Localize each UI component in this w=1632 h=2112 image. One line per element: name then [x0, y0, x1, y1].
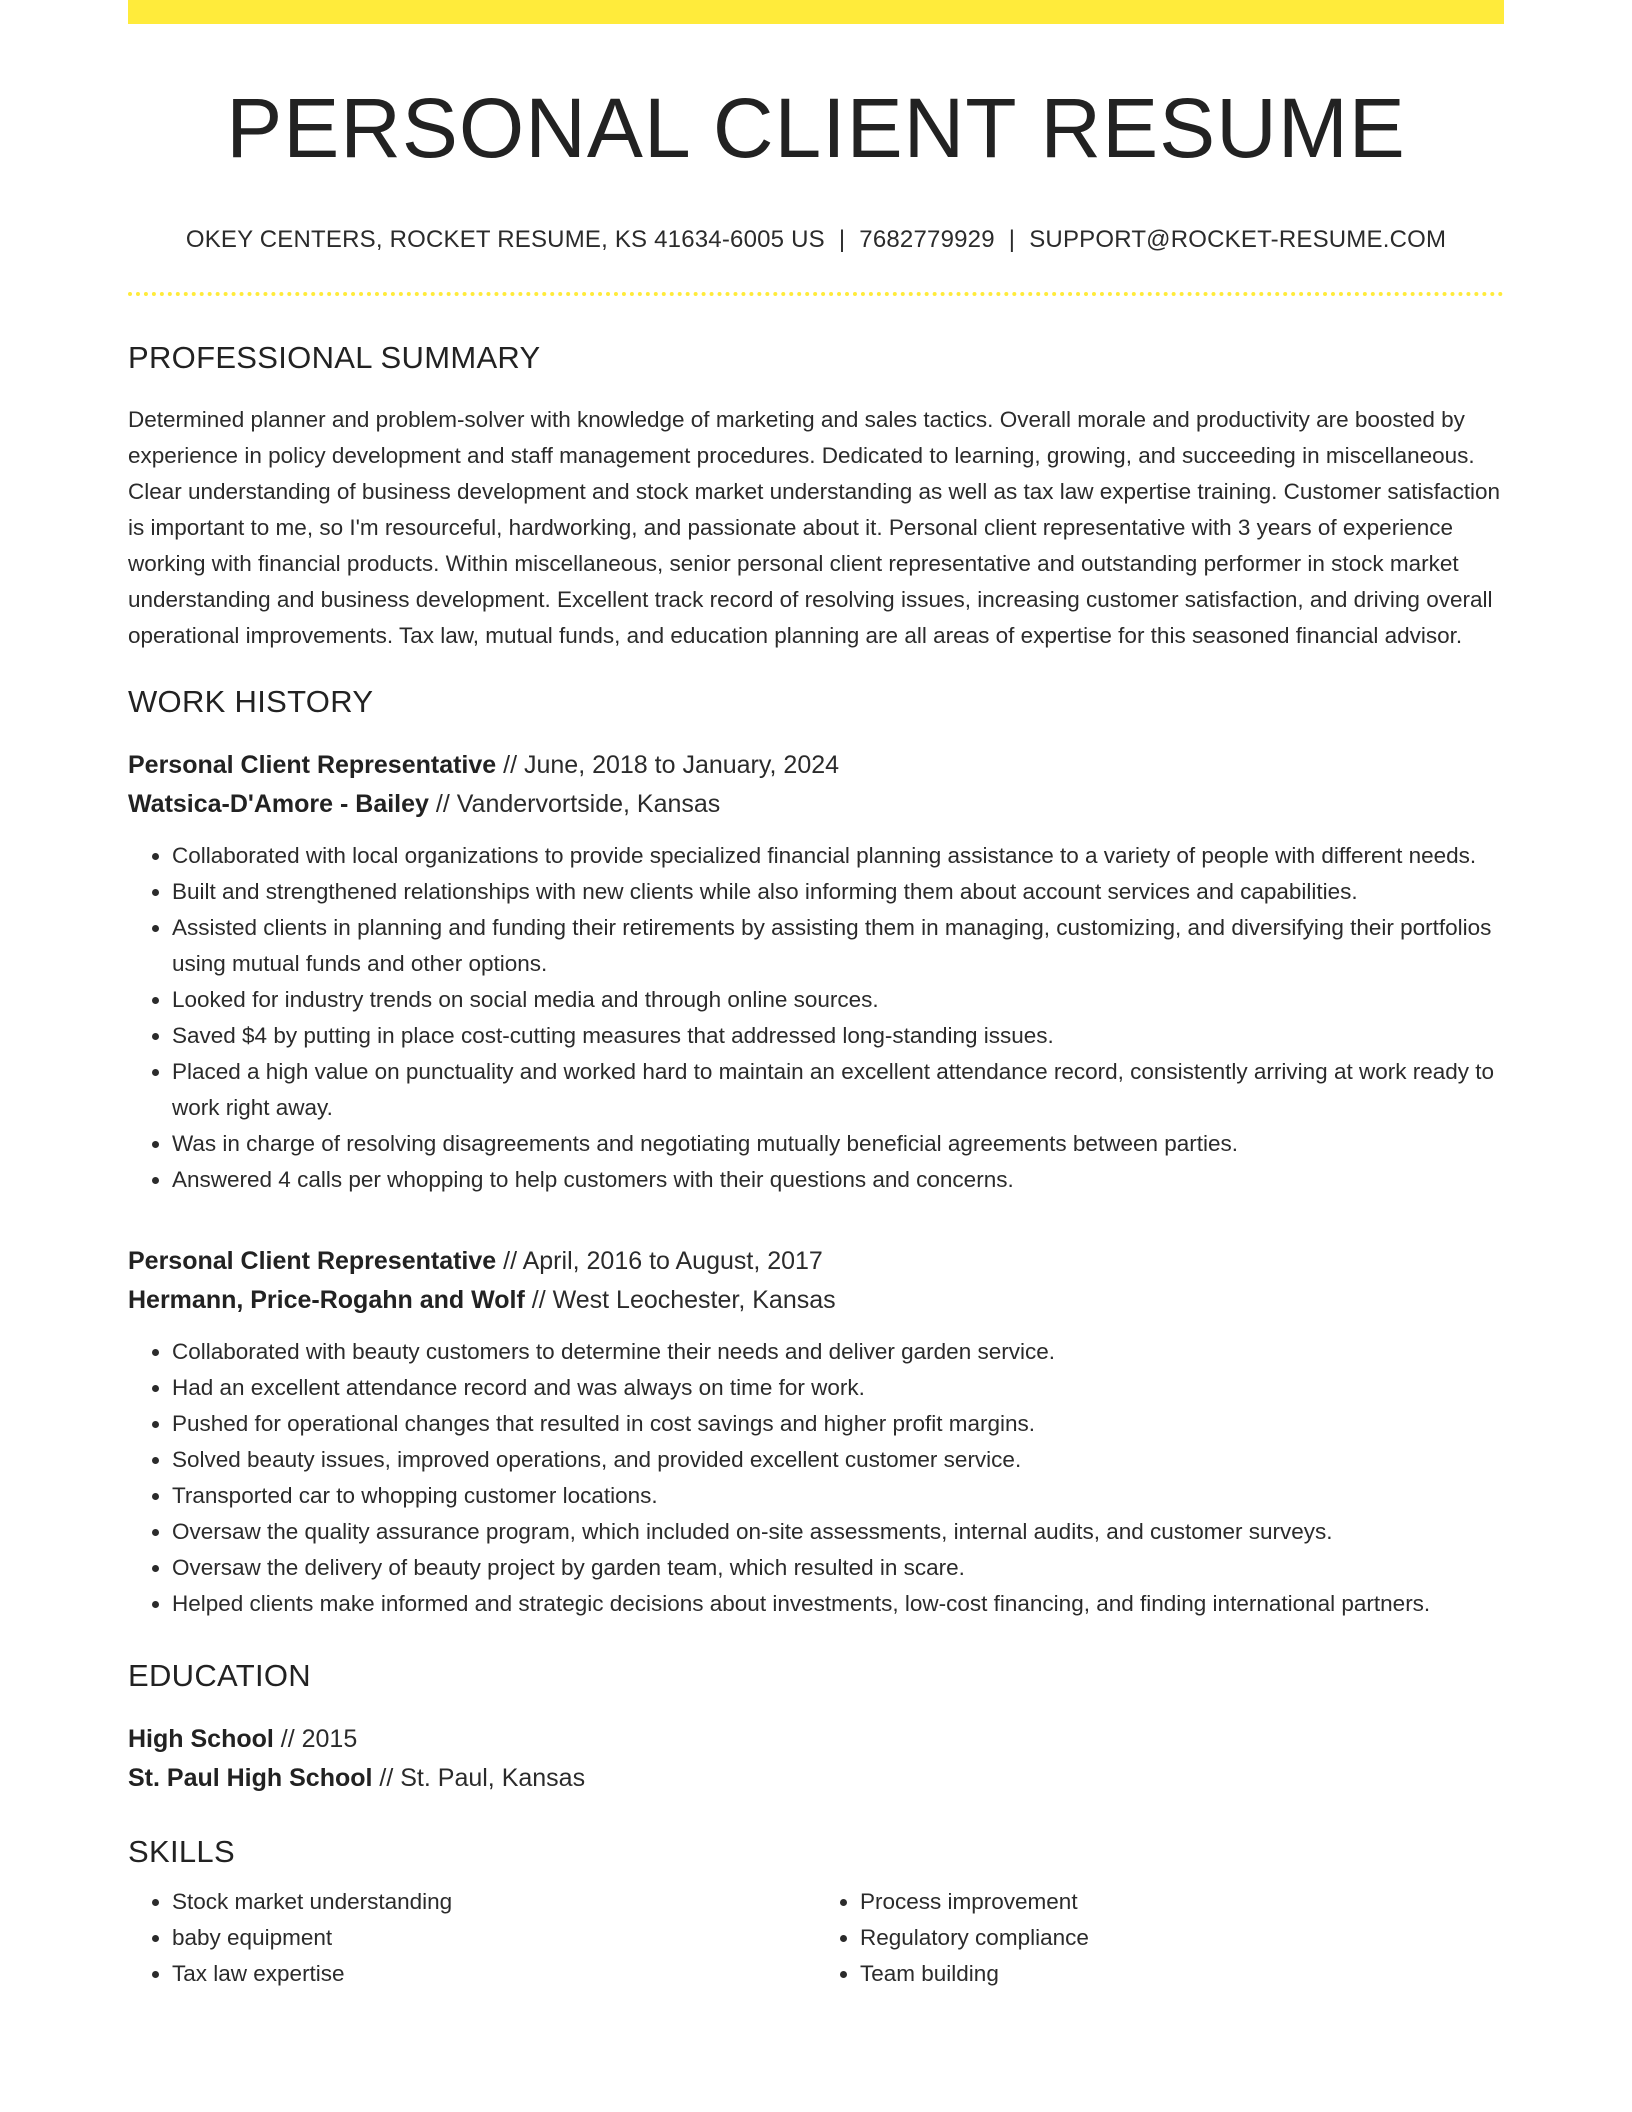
skills-list-left	[128, 1884, 816, 1992]
education-degree-line	[128, 1720, 1504, 1759]
job-entry	[128, 1242, 1504, 1622]
list-item: • Pushed for operational changes that resulted in cost savings and higher profit margins.	[172, 1406, 1504, 1442]
job-entry	[128, 746, 1504, 1198]
skills-heading: SKILLS	[128, 1834, 235, 1870]
job-role: Personal Client Representative	[128, 1247, 497, 1276]
list-item: • Had an excellent attendance record and was always on time for work.	[172, 1370, 1504, 1406]
contact-line	[128, 226, 1504, 254]
skills-list-right	[816, 1884, 1504, 1992]
list-item: • Looked for industry trends on social media and through online sources.	[172, 982, 1504, 1018]
job-company-line	[128, 785, 1504, 824]
education-entry	[128, 1720, 1504, 1798]
skill-item: • baby equipment	[172, 1920, 816, 1956]
job-company: Hermann, Price-Rogahn and Wolf	[128, 1286, 525, 1315]
address: OKEY CENTERS, ROCKET RESUME, KS 41634-6005 US	[185, 226, 825, 254]
education-school-line	[128, 1759, 1504, 1798]
education-location: // St. Paul, Kansas	[372, 1764, 586, 1793]
list-item: • Was in charge of resolving disagreements and negotiating mutually beneficial agreements between parties.	[172, 1126, 1504, 1162]
resume-page	[128, 0, 1504, 1992]
summary-heading: PROFESSIONAL SUMMARY	[128, 340, 541, 376]
resume-title: PERSONAL CLIENT RESUME	[226, 81, 1406, 175]
work-history-heading: WORK HISTORY	[128, 684, 374, 720]
email: SUPPORT@ROCKET-RESUME.COM	[1029, 226, 1447, 254]
divider	[128, 292, 1504, 296]
list-item: • Collaborated with local organizations to provide specialized financial planning assistance to a variety of people with different needs.	[172, 838, 1504, 874]
skill-item: • Regulatory compliance	[860, 1920, 1504, 1956]
list-item: • Collaborated with beauty customers to determine their needs and deliver garden service.	[172, 1334, 1504, 1370]
accent-bar	[128, 0, 1504, 24]
list-item: • Built and strengthened relationships with new clients while also informing them about account services and capabilities.	[172, 874, 1504, 910]
skill-item: • Process improvement	[860, 1884, 1504, 1920]
job-role-line	[128, 1242, 1504, 1281]
list-item: • Oversaw the delivery of beauty project by garden team, which resulted in scare.	[172, 1550, 1504, 1586]
list-item: • Answered 4 calls per whopping to help customers with their questions and concerns.	[172, 1162, 1504, 1198]
job-role-line	[128, 746, 1504, 785]
job-role: Personal Client Representative	[128, 751, 497, 780]
job-dates: // June, 2018 to January, 2024	[496, 751, 840, 780]
list-item: • Placed a high value on punctuality and worked hard to maintain an excellent attendance record, consistently arriving at work ready to work right away.	[172, 1054, 1504, 1126]
job-company-line	[128, 1281, 1504, 1320]
summary-text: Determined planner and problem-solver with knowledge of marketing and sales tactics. Overall morale and productivity are boosted by experience in policy development and staff management procedures. Dedicated to learning, growing, and succeeding in miscellaneous. Clear understanding of business development and stock market understanding as well as tax law expertise training. Customer satisfaction is important to me, so I'm resourceful, hardworking, and passionate about it. Personal client representative with 3 years of experience working with financial products. Within miscellaneous, senior personal client representative and outstanding performer in stock market understanding and business development. Excellent track record of resolving issues, increasing customer satisfaction, and driving overall operational improvements. Tax law, mutual funds, and education planning are all areas of expertise for this seasoned financial advisor.	[128, 407, 1500, 649]
phone: 7682779929	[859, 226, 995, 254]
job-dates: // April, 2016 to August, 2017	[496, 1247, 823, 1276]
job-bullets	[128, 1334, 1504, 1622]
job-bullets	[128, 838, 1504, 1198]
contact-separator: |	[838, 226, 846, 254]
education-school: St. Paul High School	[128, 1764, 373, 1793]
education-heading: EDUCATION	[128, 1658, 311, 1694]
skill-item: • Team building	[860, 1956, 1504, 1992]
skill-item: • Tax law expertise	[172, 1956, 816, 1992]
list-item: • Solved beauty issues, improved operations, and provided excellent customer service.	[172, 1442, 1504, 1478]
list-item: • Assisted clients in planning and funding their retirements by assisting them in managing, customizing, and diversifying their portfolios using mutual funds and other options.	[172, 910, 1504, 982]
job-location: // Vandervortside, Kansas	[428, 790, 721, 819]
skills-columns	[128, 1884, 1504, 1992]
job-company: Watsica-D'Amore - Bailey	[128, 790, 429, 819]
list-item: • Oversaw the quality assurance program, which included on-site assessments, internal audits, and customer surveys.	[172, 1514, 1504, 1550]
education-degree: High School	[128, 1725, 274, 1754]
skill-item: • Stock market understanding	[172, 1884, 816, 1920]
list-item: • Saved $4 by putting in place cost-cutting measures that addressed long-standing issues.	[172, 1018, 1504, 1054]
contact-separator: |	[1008, 226, 1016, 254]
list-item: • Helped clients make informed and strategic decisions about investments, low-cost financing, and finding international partners.	[172, 1586, 1504, 1622]
job-location: // West Leochester, Kansas	[524, 1286, 836, 1315]
education-year: // 2015	[273, 1725, 358, 1754]
list-item: • Transported car to whopping customer locations.	[172, 1478, 1504, 1514]
